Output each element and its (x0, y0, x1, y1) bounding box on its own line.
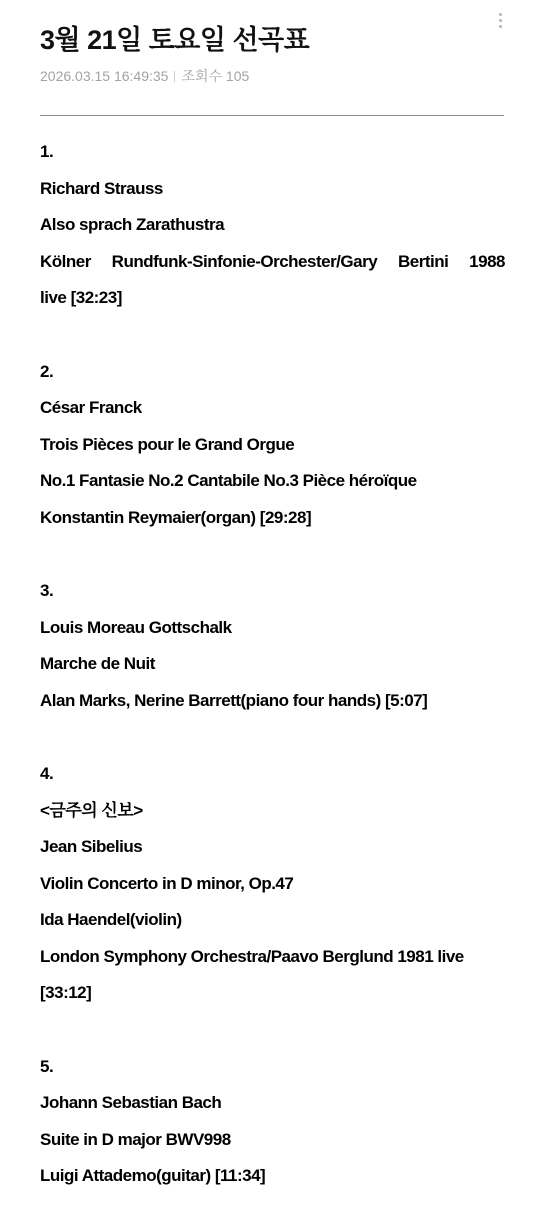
playlist-entry (40, 756, 510, 1012)
entry-line: Trois Pièces pour le Grand Orgue (40, 434, 295, 454)
entry-number: 5. (40, 1056, 54, 1076)
entry-line: Richard Strauss (40, 178, 163, 198)
entry-line: <금주의 신보> (40, 800, 143, 820)
view-count: 조회수 105 (181, 68, 250, 84)
playlist-entry (40, 573, 510, 719)
entry-line: Ida Haendel(violin) (40, 910, 182, 929)
entry-line: Kölner Rundfunk-Sinfonie-Orchester/Gary Bertini 1988 (40, 251, 505, 271)
entry-line: César Franck (40, 398, 142, 417)
entry-line: Konstantin Reymaier(organ) [29:28] (40, 507, 312, 527)
entry-line: Johann Sebastian Bach (40, 1093, 222, 1112)
entry-number: 4. (40, 764, 54, 783)
entry-line: Suite in D major BWV998 (40, 1129, 231, 1149)
post-date: 2026.03.15 16:49:35 (40, 68, 169, 84)
entry-line: Jean Sibelius (40, 837, 143, 856)
entry-line: Alan Marks, Nerine Barrett(piano four hands) [5:07] (40, 690, 428, 710)
entry-line: Violin Concerto in D minor, Op.47 (40, 873, 294, 893)
entry-line: Luigi Attademo(guitar) [11:34] (40, 1166, 266, 1185)
entry-line: No.1 Fantasie No.2 Cantabile No.3 Pièce héroïque (40, 471, 417, 490)
post-title: 3월 21일 토요일 선곡표 (40, 25, 310, 55)
entry-line: [33:12] (40, 983, 92, 1002)
more-dot-icon (499, 25, 502, 28)
entry-line: Also sprach Zarathustra (40, 215, 225, 234)
entry-line: Louis Moreau Gottschalk (40, 617, 232, 637)
entry-line: Marche de Nuit (40, 654, 155, 673)
entry-number: 3. (40, 581, 54, 600)
playlist-entry (40, 1049, 510, 1195)
entry-line: live [32:23] (40, 288, 122, 307)
more-options-button[interactable] (488, 6, 512, 34)
playlist-entry (40, 354, 510, 537)
entry-number: 1. (40, 142, 54, 161)
title-divider (40, 115, 504, 116)
playlist-entry (40, 134, 510, 317)
post-body (40, 134, 510, 1232)
entry-number: 2. (40, 361, 54, 381)
post-meta (40, 66, 249, 86)
meta-separator (174, 71, 175, 82)
more-dot-icon (499, 19, 502, 22)
entry-line: London Symphony Orchestra/Paavo Berglund 1981 live (40, 946, 464, 966)
more-dot-icon (499, 13, 502, 16)
